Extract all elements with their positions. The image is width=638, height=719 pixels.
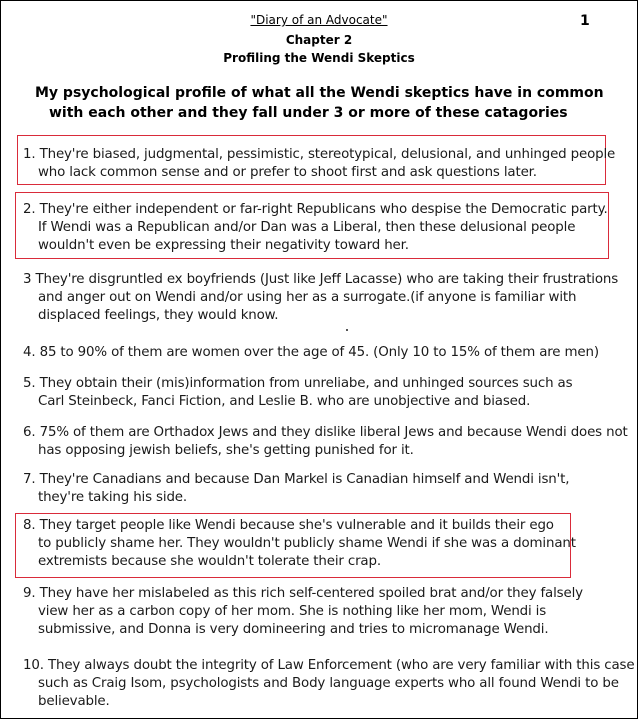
- list-item-line: 6. 75% of them are Orthadox Jews and they dislike liberal Jews and because Wendi does not: [23, 425, 628, 440]
- profile-heading: [35, 83, 605, 123]
- list-item: [23, 471, 633, 507]
- profile-heading-line-1: My psychological profile of what all the Wendi skeptics have in common: [35, 85, 604, 101]
- list-item-line: extremists because she wouldn't tolerate their crap.: [38, 554, 381, 569]
- chapter-label: Chapter 2: [285, 33, 353, 47]
- list-item-line: submissive, and Donna is very domineering and tries to micromanage Wendi.: [38, 622, 549, 637]
- list-item-line: If Wendi was a Republican and/or Dan was a Liberal, then these delusional people: [38, 220, 576, 235]
- list-item-line: such as Craig Isom, psychologists and Body language experts who all found Wendi to be: [38, 676, 619, 691]
- list-item-line: 5. They obtain their (mis)information from unreliabe, and unhinged sources such as: [23, 376, 573, 391]
- list-item-line: has opposing jewish beliefs, she's getting punished for it.: [38, 443, 414, 458]
- list-item: [23, 146, 633, 182]
- list-item-line: 2. They're either independent or far-right Republicans who despise the Democratic party.: [23, 202, 608, 217]
- list-item-line: 4. 85 to 90% of them are women over the age of 45. (Only 10 to 15% of them are men): [23, 345, 599, 360]
- chapter-subtitle: Profiling the Wendi Skeptics: [223, 51, 415, 65]
- list-item: [23, 424, 633, 460]
- book-title: [1, 13, 637, 27]
- list-item-line: who lack common sense and or prefer to shoot first and ask questions later.: [38, 165, 537, 180]
- stray-dot: [346, 329, 348, 331]
- list-item-line: 1. They're biased, judgmental, pessimistic, stereotypical, delusional, and unhinged people: [23, 147, 616, 162]
- list-item-line: wouldn't even be expressing their negativity toward her.: [38, 238, 409, 253]
- list-item: [23, 657, 633, 711]
- profile-heading-line-2: with each other and they fall under 3 or more of these catagories: [49, 105, 568, 121]
- list-item: [23, 517, 633, 571]
- list-item: [23, 344, 633, 362]
- list-item-line: they're taking his side.: [38, 490, 187, 505]
- list-item: [23, 201, 633, 255]
- list-item-line: believable.: [38, 694, 110, 709]
- book-title-text: "Diary of an Advocate": [250, 13, 388, 27]
- list-item-line: Carl Steinbeck, Fanci Fiction, and Leslie B. who are unobjective and biased.: [38, 394, 531, 409]
- list-item-line: to publicly shame her. They wouldn't publicly shame Wendi if she was a dominant: [38, 536, 576, 551]
- page-number: 1: [580, 13, 590, 29]
- list-item: [23, 585, 633, 639]
- list-item: [23, 375, 633, 411]
- list-item-line: 10. They always doubt the integrity of Law Enforcement (who are very familiar with this case: [23, 658, 635, 673]
- list-item-line: displaced feelings, they would know.: [38, 308, 279, 323]
- list-item-line: 3 They're disgruntled ex boyfriends (Just like Jeff Lacasse) who are taking their frustrations: [23, 272, 619, 287]
- list-item: [23, 271, 633, 325]
- list-item-line: 9. They have her mislabeled as this rich self-centered spoiled brat and/or they falsely: [23, 586, 583, 601]
- list-item-line: 8. They target people like Wendi because she's vulnerable and it builds their ego: [23, 518, 554, 533]
- list-item-line: and anger out on Wendi and/or using her as a surrogate.(if anyone is familiar with: [38, 290, 577, 305]
- list-item-line: view her as a carbon copy of her mom. She is nothing like her mom, Wendi is: [38, 604, 547, 619]
- list-item-line: 7. They're Canadians and because Dan Markel is Canadian himself and Wendi isn't,: [23, 472, 570, 487]
